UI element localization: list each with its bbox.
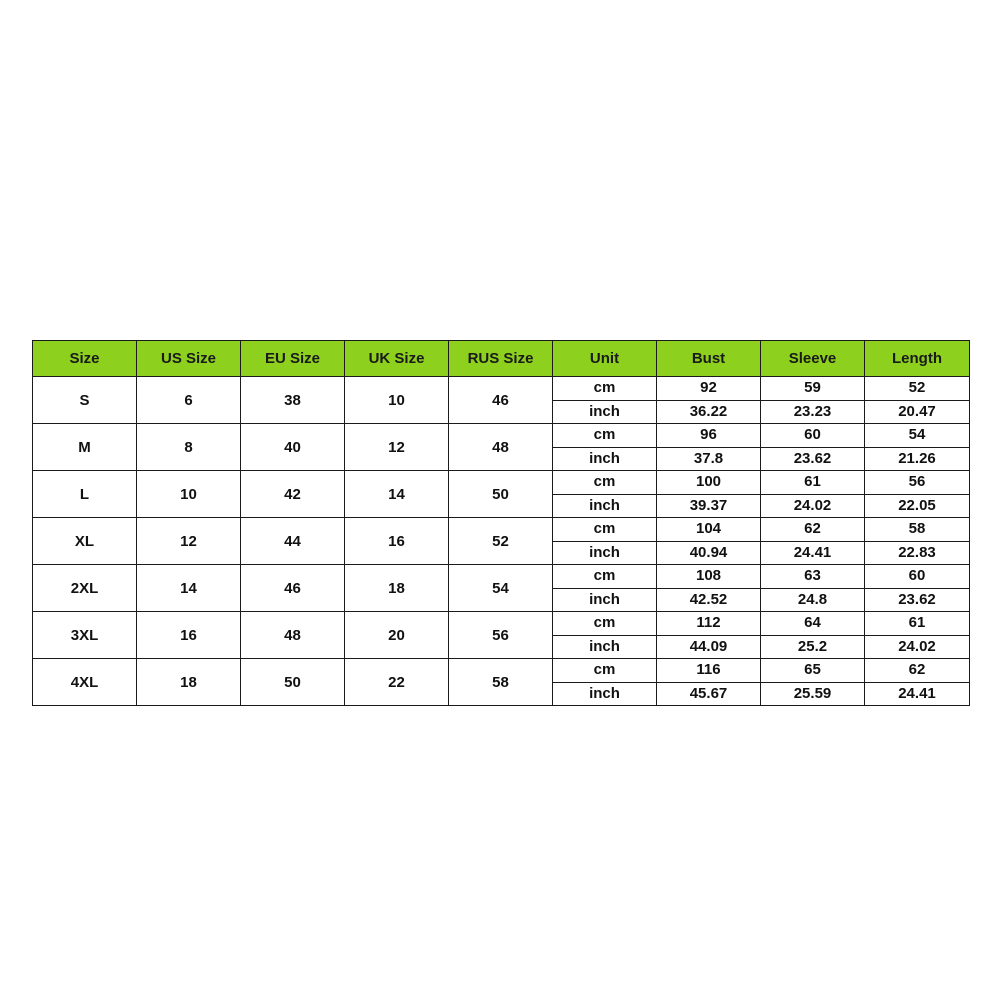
length-cell: 52 <box>865 377 970 401</box>
unit-cell: inch <box>553 447 657 471</box>
uk-size-cell: 10 <box>345 377 449 424</box>
length-cell: 23.62 <box>865 588 970 612</box>
eu-size-cell: 38 <box>241 377 345 424</box>
uk-size-cell: 18 <box>345 565 449 612</box>
rus-size-cell: 48 <box>449 424 553 471</box>
bust-cell: 96 <box>657 424 761 448</box>
sleeve-cell: 59 <box>761 377 865 401</box>
rus-size-cell: 54 <box>449 565 553 612</box>
uk-size-cell: 16 <box>345 518 449 565</box>
size-chart-table <box>32 340 970 706</box>
sleeve-cell: 65 <box>761 659 865 683</box>
unit-cell: cm <box>553 424 657 448</box>
sleeve-cell: 64 <box>761 612 865 636</box>
eu-size-cell: 44 <box>241 518 345 565</box>
us-size-cell: 6 <box>137 377 241 424</box>
length-cell: 22.83 <box>865 541 970 565</box>
table-row <box>33 377 970 401</box>
eu-size-cell: 46 <box>241 565 345 612</box>
uk-size-cell: 12 <box>345 424 449 471</box>
length-cell: 22.05 <box>865 494 970 518</box>
length-cell: 58 <box>865 518 970 542</box>
us-size-cell: 16 <box>137 612 241 659</box>
bust-cell: 100 <box>657 471 761 495</box>
table-row <box>33 565 970 589</box>
header-bust: Bust <box>657 341 761 377</box>
length-cell: 24.41 <box>865 682 970 706</box>
sleeve-cell: 23.23 <box>761 400 865 424</box>
eu-size-cell: 40 <box>241 424 345 471</box>
eu-size-cell: 50 <box>241 659 345 706</box>
length-cell: 62 <box>865 659 970 683</box>
header-unit: Unit <box>553 341 657 377</box>
unit-cell: cm <box>553 518 657 542</box>
header-row <box>33 341 970 377</box>
bust-cell: 116 <box>657 659 761 683</box>
header-sleeve: Sleeve <box>761 341 865 377</box>
bust-cell: 44.09 <box>657 635 761 659</box>
header-uk-size: UK Size <box>345 341 449 377</box>
bust-cell: 92 <box>657 377 761 401</box>
rus-size-cell: 56 <box>449 612 553 659</box>
uk-size-cell: 20 <box>345 612 449 659</box>
uk-size-cell: 22 <box>345 659 449 706</box>
uk-size-cell: 14 <box>345 471 449 518</box>
table-body <box>33 377 970 706</box>
header-rus-size: RUS Size <box>449 341 553 377</box>
sleeve-cell: 63 <box>761 565 865 589</box>
unit-cell: cm <box>553 659 657 683</box>
sleeve-cell: 24.8 <box>761 588 865 612</box>
unit-cell: inch <box>553 494 657 518</box>
header-us-size: US Size <box>137 341 241 377</box>
bust-cell: 42.52 <box>657 588 761 612</box>
rus-size-cell: 50 <box>449 471 553 518</box>
unit-cell: inch <box>553 588 657 612</box>
size-cell: 2XL <box>33 565 137 612</box>
header-size: Size <box>33 341 137 377</box>
table-row <box>33 424 970 448</box>
table-row <box>33 471 970 495</box>
us-size-cell: 18 <box>137 659 241 706</box>
sleeve-cell: 25.59 <box>761 682 865 706</box>
rus-size-cell: 58 <box>449 659 553 706</box>
bust-cell: 45.67 <box>657 682 761 706</box>
bust-cell: 36.22 <box>657 400 761 424</box>
us-size-cell: 8 <box>137 424 241 471</box>
sleeve-cell: 24.02 <box>761 494 865 518</box>
unit-cell: cm <box>553 377 657 401</box>
length-cell: 54 <box>865 424 970 448</box>
sleeve-cell: 62 <box>761 518 865 542</box>
length-cell: 61 <box>865 612 970 636</box>
length-cell: 20.47 <box>865 400 970 424</box>
unit-cell: inch <box>553 635 657 659</box>
us-size-cell: 12 <box>137 518 241 565</box>
header-length: Length <box>865 341 970 377</box>
sleeve-cell: 23.62 <box>761 447 865 471</box>
bust-cell: 39.37 <box>657 494 761 518</box>
size-cell: 4XL <box>33 659 137 706</box>
unit-cell: inch <box>553 400 657 424</box>
us-size-cell: 14 <box>137 565 241 612</box>
size-cell: M <box>33 424 137 471</box>
size-cell: XL <box>33 518 137 565</box>
table-row <box>33 659 970 683</box>
bust-cell: 112 <box>657 612 761 636</box>
bust-cell: 37.8 <box>657 447 761 471</box>
table-row <box>33 518 970 542</box>
table-row <box>33 612 970 636</box>
header-eu-size: EU Size <box>241 341 345 377</box>
length-cell: 24.02 <box>865 635 970 659</box>
bust-cell: 108 <box>657 565 761 589</box>
eu-size-cell: 48 <box>241 612 345 659</box>
bust-cell: 104 <box>657 518 761 542</box>
sleeve-cell: 60 <box>761 424 865 448</box>
size-cell: 3XL <box>33 612 137 659</box>
length-cell: 21.26 <box>865 447 970 471</box>
unit-cell: cm <box>553 471 657 495</box>
unit-cell: cm <box>553 612 657 636</box>
rus-size-cell: 46 <box>449 377 553 424</box>
us-size-cell: 10 <box>137 471 241 518</box>
bust-cell: 40.94 <box>657 541 761 565</box>
unit-cell: cm <box>553 565 657 589</box>
length-cell: 60 <box>865 565 970 589</box>
unit-cell: inch <box>553 541 657 565</box>
table-header <box>33 341 970 377</box>
length-cell: 56 <box>865 471 970 495</box>
rus-size-cell: 52 <box>449 518 553 565</box>
size-cell: L <box>33 471 137 518</box>
size-cell: S <box>33 377 137 424</box>
sleeve-cell: 25.2 <box>761 635 865 659</box>
unit-cell: inch <box>553 682 657 706</box>
sleeve-cell: 24.41 <box>761 541 865 565</box>
sleeve-cell: 61 <box>761 471 865 495</box>
eu-size-cell: 42 <box>241 471 345 518</box>
